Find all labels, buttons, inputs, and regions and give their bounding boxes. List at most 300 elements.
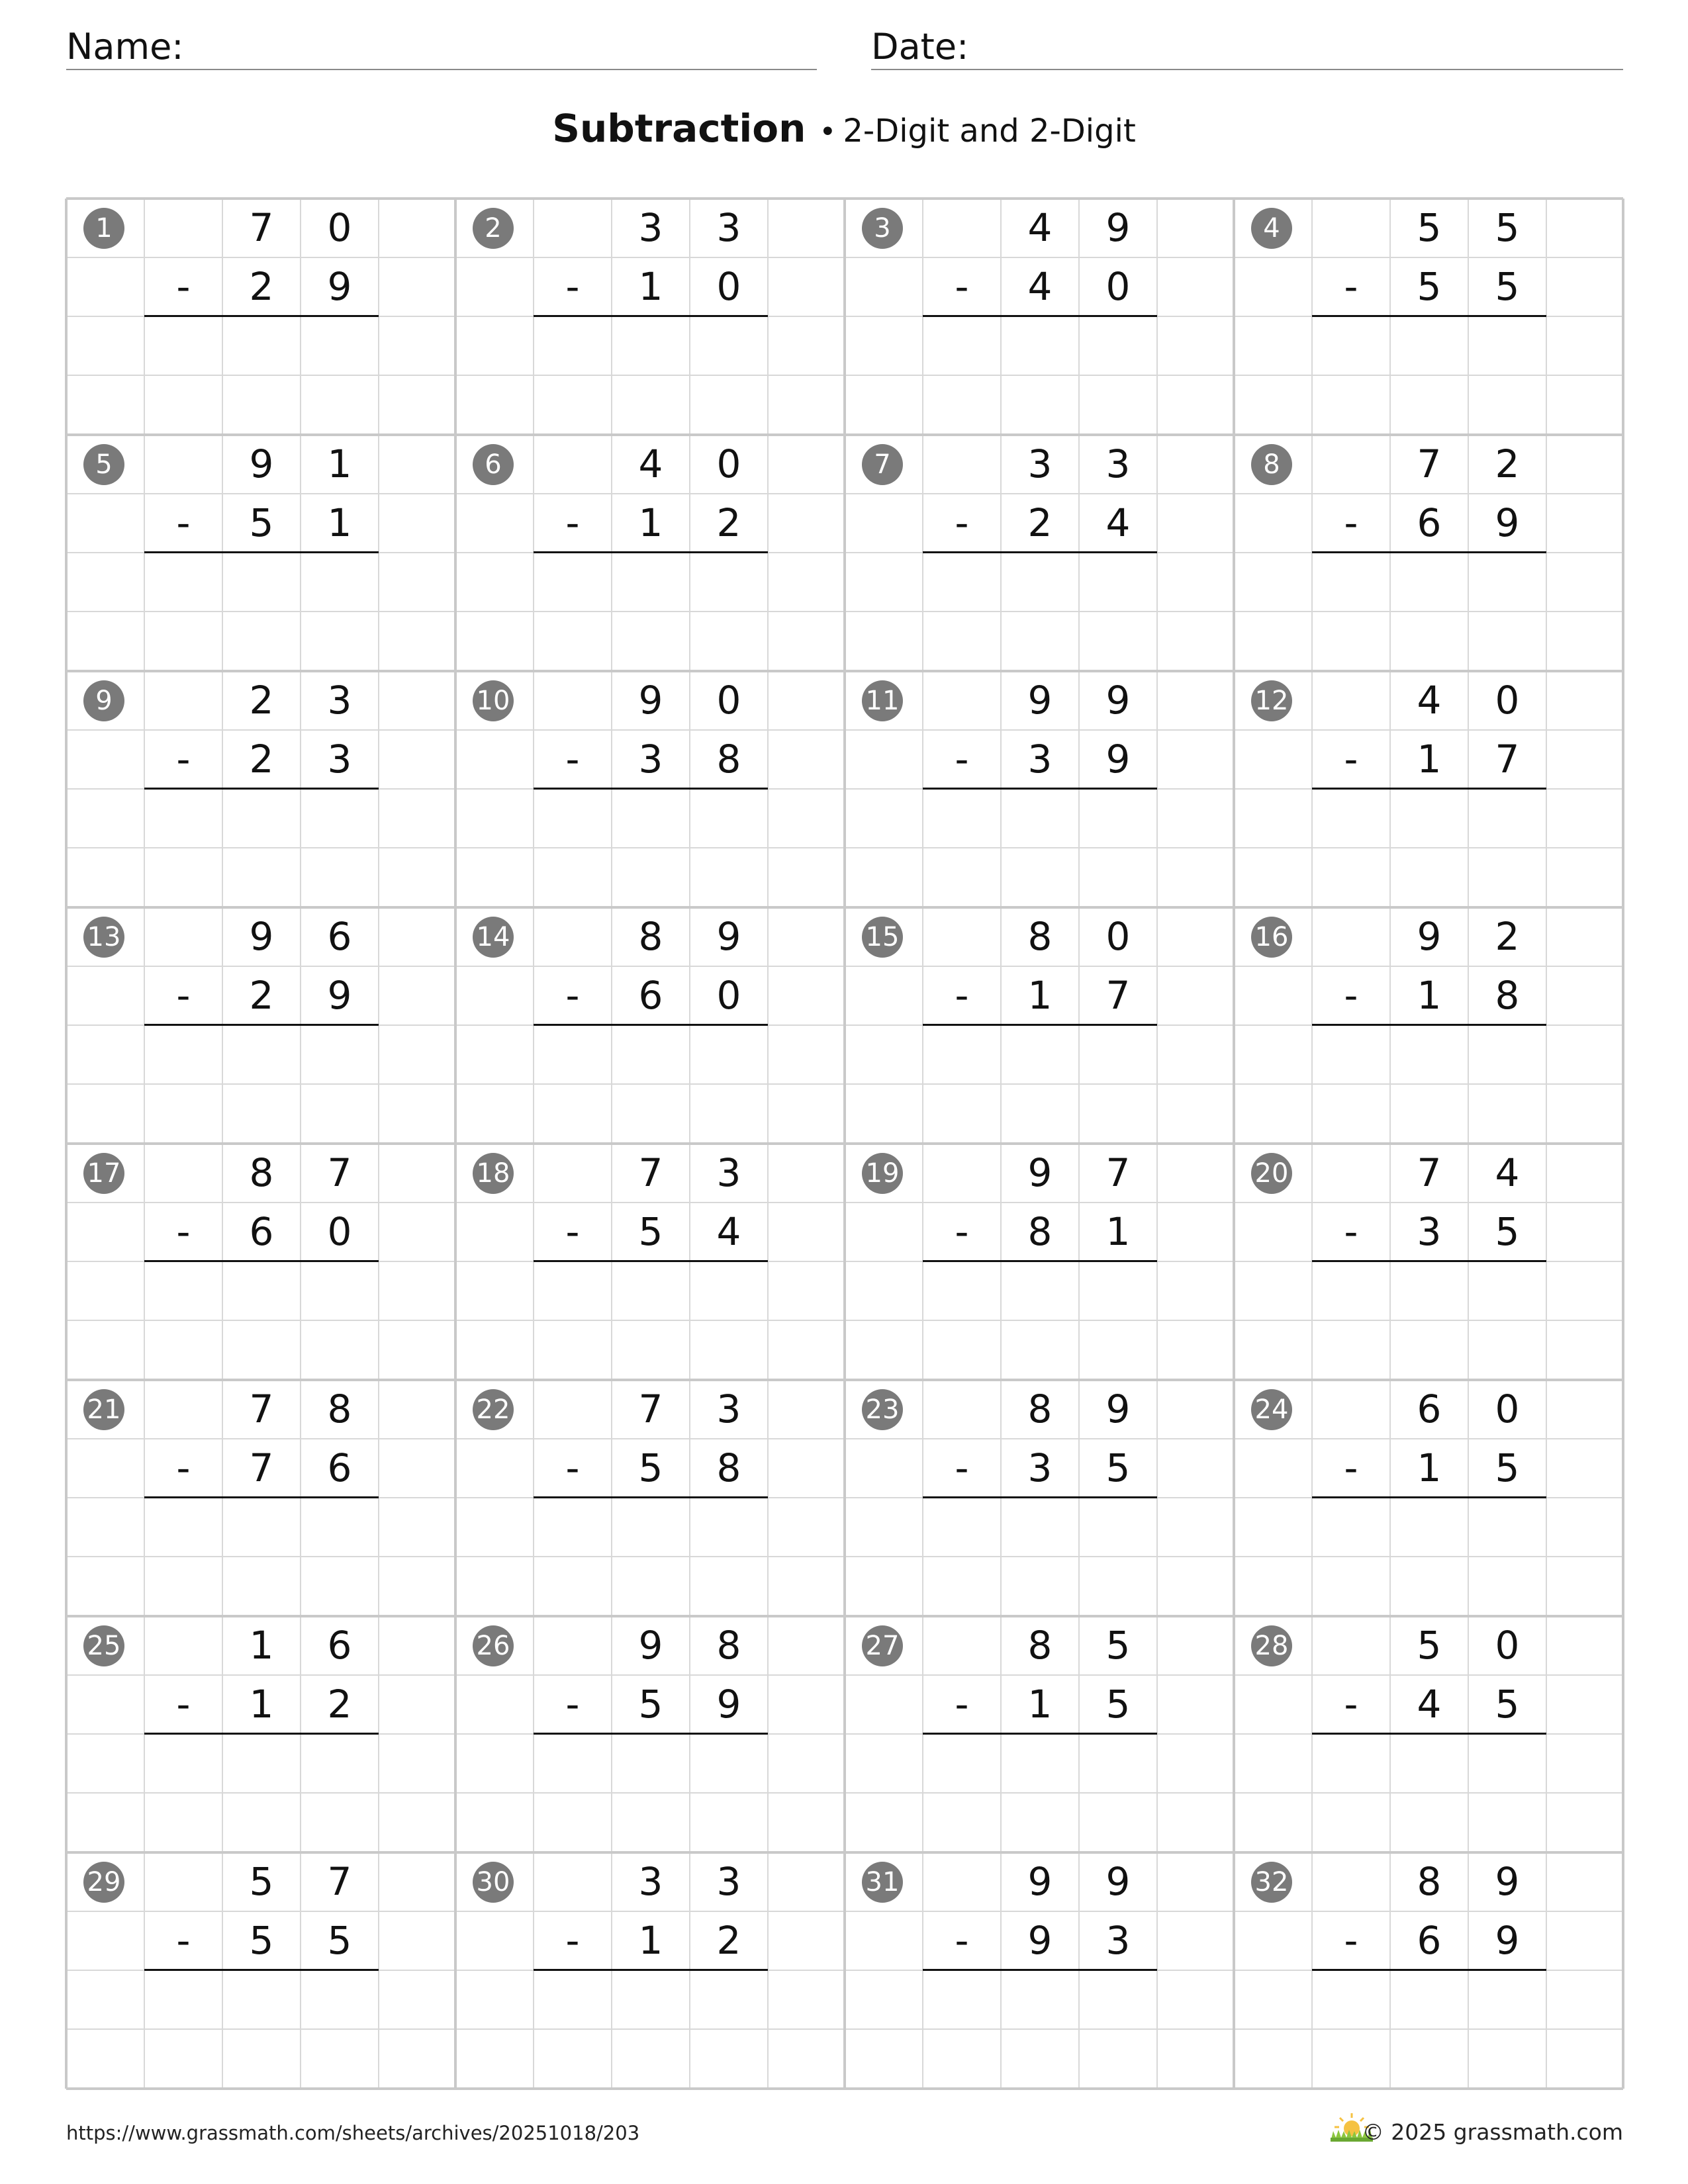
subtrahend-ones: 5 bbox=[1105, 1445, 1131, 1490]
subtrahend-ones: 5 bbox=[1105, 1682, 1131, 1727]
minuend-ones: 9 bbox=[1105, 205, 1131, 250]
minuend-tens: 8 bbox=[1027, 914, 1053, 959]
problem-26 bbox=[455, 1616, 845, 1852]
problem-number-badge: 20 bbox=[1251, 1153, 1292, 1194]
grid-block-line bbox=[66, 1379, 1623, 1381]
minus-sign: - bbox=[955, 1682, 969, 1727]
problem-3 bbox=[845, 199, 1234, 435]
answer-rule bbox=[534, 1260, 768, 1262]
problem-number-badge: 12 bbox=[1251, 680, 1292, 721]
minuend-ones: 2 bbox=[1495, 441, 1520, 486]
minus-sign: - bbox=[176, 973, 191, 1018]
subtrahend-ones: 8 bbox=[1495, 973, 1520, 1018]
answer-rule bbox=[1312, 1260, 1546, 1262]
problem-number-badge: 24 bbox=[1251, 1389, 1292, 1430]
minuend-ones: 5 bbox=[1495, 205, 1520, 250]
answer-rule bbox=[144, 1024, 379, 1026]
answer-area[interactable] bbox=[923, 554, 1157, 666]
answer-area[interactable] bbox=[144, 1972, 379, 2084]
problem-number-badge: 29 bbox=[83, 1862, 124, 1903]
minus-sign: - bbox=[176, 737, 191, 782]
grid-block-line bbox=[66, 906, 1623, 909]
problem-number-badge: 8 bbox=[1251, 444, 1292, 485]
subtrahend-tens: 5 bbox=[249, 500, 274, 545]
minus-sign: - bbox=[565, 1445, 580, 1490]
answer-rule bbox=[534, 315, 768, 317]
minuend-ones: 9 bbox=[1105, 1387, 1131, 1432]
answer-rule bbox=[534, 1733, 768, 1735]
subtrahend-tens: 4 bbox=[1027, 264, 1053, 309]
answer-rule bbox=[923, 1969, 1157, 1971]
answer-rule bbox=[923, 1496, 1157, 1498]
problem-number-badge: 5 bbox=[83, 444, 124, 485]
answer-area[interactable] bbox=[1312, 318, 1546, 430]
problem-24 bbox=[1234, 1380, 1623, 1616]
problem-21 bbox=[66, 1380, 455, 1616]
subtrahend-tens: 1 bbox=[1027, 1682, 1053, 1727]
minuend-ones: 3 bbox=[716, 205, 741, 250]
answer-rule bbox=[923, 551, 1157, 553]
title-main: Subtraction bbox=[552, 106, 806, 151]
worksheet-title bbox=[0, 106, 1688, 151]
problem-number-badge: 2 bbox=[473, 208, 514, 249]
subtrahend-tens: 9 bbox=[1027, 1918, 1053, 1963]
problem-10 bbox=[455, 671, 845, 907]
minuend-ones: 9 bbox=[1105, 678, 1131, 723]
answer-rule bbox=[923, 1024, 1157, 1026]
problem-4 bbox=[1234, 199, 1623, 435]
problem-number-badge: 21 bbox=[83, 1389, 124, 1430]
problem-number-badge: 11 bbox=[862, 680, 903, 721]
subtrahend-ones: 9 bbox=[327, 973, 352, 1018]
problem-18 bbox=[455, 1144, 845, 1380]
minuend-tens: 7 bbox=[1417, 1150, 1442, 1195]
minuend-tens: 8 bbox=[638, 914, 663, 959]
subtrahend-ones: 8 bbox=[716, 737, 741, 782]
grid-block-line bbox=[66, 1615, 1623, 1617]
subtrahend-ones: 2 bbox=[327, 1682, 352, 1727]
subtrahend-ones: 4 bbox=[1105, 500, 1131, 545]
subtrahend-tens: 5 bbox=[1417, 264, 1442, 309]
subtrahend-ones: 9 bbox=[1495, 1918, 1520, 1963]
problem-32 bbox=[1234, 1852, 1623, 2089]
minuend-tens: 9 bbox=[249, 441, 274, 486]
subtrahend-tens: 6 bbox=[249, 1209, 274, 1254]
answer-rule bbox=[144, 551, 379, 553]
minus-sign: - bbox=[955, 973, 969, 1018]
subtrahend-tens: 6 bbox=[1417, 1918, 1442, 1963]
subtrahend-ones: 5 bbox=[1495, 1445, 1520, 1490]
problem-number-badge: 16 bbox=[1251, 917, 1292, 958]
minuend-ones: 7 bbox=[327, 1859, 352, 1904]
problem-28 bbox=[1234, 1616, 1623, 1852]
minuend-ones: 6 bbox=[327, 1623, 352, 1668]
subtrahend-tens: 7 bbox=[249, 1445, 274, 1490]
minuend-tens: 3 bbox=[1027, 441, 1053, 486]
answer-area[interactable] bbox=[534, 1735, 768, 1848]
answer-area[interactable] bbox=[923, 1026, 1157, 1139]
minuend-ones: 3 bbox=[716, 1150, 741, 1195]
subtrahend-ones: 3 bbox=[1105, 1918, 1131, 1963]
minus-sign: - bbox=[1344, 264, 1358, 309]
subtrahend-tens: 6 bbox=[638, 973, 663, 1018]
answer-rule bbox=[534, 551, 768, 553]
minuend-tens: 4 bbox=[638, 441, 663, 486]
subtrahend-ones: 6 bbox=[327, 1445, 352, 1490]
answer-area[interactable] bbox=[534, 1499, 768, 1612]
problem-5 bbox=[66, 435, 455, 671]
answer-rule bbox=[1312, 1969, 1546, 1971]
answer-rule bbox=[534, 1024, 768, 1026]
minuend-ones: 7 bbox=[1105, 1150, 1131, 1195]
problem-number-badge: 17 bbox=[83, 1153, 124, 1194]
subtrahend-ones: 7 bbox=[1495, 737, 1520, 782]
problem-22 bbox=[455, 1380, 845, 1616]
answer-area[interactable] bbox=[1312, 1499, 1546, 1612]
minuend-tens: 5 bbox=[1417, 1623, 1442, 1668]
subtrahend-ones: 0 bbox=[327, 1209, 352, 1254]
minus-sign: - bbox=[955, 737, 969, 782]
minuend-ones: 0 bbox=[1105, 914, 1131, 959]
problem-number-badge: 3 bbox=[862, 208, 903, 249]
problem-number-badge: 9 bbox=[83, 680, 124, 721]
answer-area[interactable] bbox=[534, 318, 768, 430]
subtrahend-tens: 3 bbox=[1027, 737, 1053, 782]
subtrahend-tens: 1 bbox=[638, 264, 663, 309]
subtrahend-ones: 9 bbox=[1495, 500, 1520, 545]
minuend-tens: 7 bbox=[249, 1387, 274, 1432]
problem-12 bbox=[1234, 671, 1623, 907]
minuend-ones: 0 bbox=[327, 205, 352, 250]
answer-area[interactable] bbox=[923, 790, 1157, 903]
problem-1 bbox=[66, 199, 455, 435]
minuend-tens: 9 bbox=[1027, 1150, 1053, 1195]
minuend-ones: 4 bbox=[1495, 1150, 1520, 1195]
problem-number-badge: 1 bbox=[83, 208, 124, 249]
subtrahend-ones: 1 bbox=[327, 500, 352, 545]
problem-27 bbox=[845, 1616, 1234, 1852]
problem-9 bbox=[66, 671, 455, 907]
problem-number-badge: 15 bbox=[862, 917, 903, 958]
subtrahend-tens: 1 bbox=[1417, 973, 1442, 1018]
problem-number-badge: 13 bbox=[83, 917, 124, 958]
answer-area[interactable] bbox=[144, 1263, 379, 1375]
minus-sign: - bbox=[176, 500, 191, 545]
answer-area[interactable] bbox=[1312, 790, 1546, 903]
grid-block-line bbox=[66, 670, 1623, 672]
problem-8 bbox=[1234, 435, 1623, 671]
minuend-tens: 7 bbox=[638, 1387, 663, 1432]
subtrahend-tens: 1 bbox=[249, 1682, 274, 1727]
minuend-tens: 7 bbox=[249, 205, 274, 250]
problem-29 bbox=[66, 1852, 455, 2089]
subtrahend-tens: 4 bbox=[1417, 1682, 1442, 1727]
answer-area[interactable] bbox=[1312, 1735, 1546, 1848]
minuend-ones: 0 bbox=[1495, 678, 1520, 723]
subtrahend-tens: 2 bbox=[1027, 500, 1053, 545]
answer-rule bbox=[923, 315, 1157, 317]
minus-sign: - bbox=[565, 973, 580, 1018]
subtrahend-tens: 2 bbox=[249, 264, 274, 309]
problem-2 bbox=[455, 199, 845, 435]
answer-rule bbox=[1312, 1024, 1546, 1026]
date-field[interactable] bbox=[871, 26, 1623, 70]
subtrahend-ones: 8 bbox=[716, 1445, 741, 1490]
problem-number-badge: 22 bbox=[473, 1389, 514, 1430]
minuend-ones: 3 bbox=[327, 678, 352, 723]
minuend-tens: 9 bbox=[1417, 914, 1442, 959]
answer-rule bbox=[1312, 788, 1546, 790]
problem-16 bbox=[1234, 907, 1623, 1144]
problem-number-badge: 26 bbox=[473, 1625, 514, 1666]
problem-number-badge: 32 bbox=[1251, 1862, 1292, 1903]
minuend-tens: 6 bbox=[1417, 1387, 1442, 1432]
answer-area[interactable] bbox=[534, 1972, 768, 2084]
problem-number-badge: 4 bbox=[1251, 208, 1292, 249]
answer-area[interactable] bbox=[923, 1735, 1157, 1848]
subtrahend-tens: 1 bbox=[1417, 737, 1442, 782]
problem-number-badge: 6 bbox=[473, 444, 514, 485]
answer-area[interactable] bbox=[923, 318, 1157, 430]
subtrahend-tens: 5 bbox=[249, 1918, 274, 1963]
name-field[interactable] bbox=[66, 26, 817, 70]
answer-area[interactable] bbox=[534, 1263, 768, 1375]
subtrahend-tens: 3 bbox=[638, 737, 663, 782]
answer-area[interactable] bbox=[1312, 1026, 1546, 1139]
minuend-ones: 9 bbox=[1495, 1859, 1520, 1904]
answer-area[interactable] bbox=[923, 1972, 1157, 2084]
subtrahend-tens: 1 bbox=[1027, 973, 1053, 1018]
minuend-ones: 0 bbox=[716, 678, 741, 723]
problem-17 bbox=[66, 1144, 455, 1380]
answer-area[interactable] bbox=[144, 318, 379, 430]
problem-23 bbox=[845, 1380, 1234, 1616]
problem-20 bbox=[1234, 1144, 1623, 1380]
grid-block-line bbox=[66, 2087, 1623, 2090]
subtrahend-tens: 5 bbox=[638, 1682, 663, 1727]
problem-25 bbox=[66, 1616, 455, 1852]
minus-sign: - bbox=[176, 264, 191, 309]
minus-sign: - bbox=[955, 1445, 969, 1490]
minuend-ones: 5 bbox=[1105, 1623, 1131, 1668]
minus-sign: - bbox=[565, 737, 580, 782]
problem-number-badge: 28 bbox=[1251, 1625, 1292, 1666]
answer-rule bbox=[923, 1733, 1157, 1735]
answer-rule bbox=[923, 788, 1157, 790]
minuend-ones: 8 bbox=[716, 1623, 741, 1668]
answer-rule bbox=[534, 1969, 768, 1971]
answer-rule bbox=[144, 315, 379, 317]
grid-block-line bbox=[66, 1142, 1623, 1145]
problem-6 bbox=[455, 435, 845, 671]
subtrahend-tens: 3 bbox=[1417, 1209, 1442, 1254]
minus-sign: - bbox=[176, 1445, 191, 1490]
answer-area[interactable] bbox=[534, 554, 768, 666]
problem-number-badge: 19 bbox=[862, 1153, 903, 1194]
minuend-ones: 3 bbox=[716, 1859, 741, 1904]
problem-number-badge: 7 bbox=[862, 444, 903, 485]
minus-sign: - bbox=[955, 500, 969, 545]
subtrahend-ones: 5 bbox=[1495, 1682, 1520, 1727]
subtrahend-ones: 5 bbox=[1495, 1209, 1520, 1254]
minuend-ones: 3 bbox=[716, 1387, 741, 1432]
minuend-tens: 1 bbox=[249, 1623, 274, 1668]
minus-sign: - bbox=[955, 264, 969, 309]
problem-31 bbox=[845, 1852, 1234, 2089]
minuend-tens: 5 bbox=[1417, 205, 1442, 250]
minus-sign: - bbox=[1344, 1682, 1358, 1727]
answer-area[interactable] bbox=[923, 1263, 1157, 1375]
minus-sign: - bbox=[1344, 973, 1358, 1018]
answer-rule bbox=[534, 788, 768, 790]
minuend-ones: 3 bbox=[1105, 441, 1131, 486]
grid-block-line bbox=[66, 1851, 1623, 1854]
minuend-tens: 9 bbox=[249, 914, 274, 959]
subtrahend-ones: 5 bbox=[327, 1918, 352, 1963]
minuend-tens: 3 bbox=[638, 1859, 663, 1904]
minus-sign: - bbox=[1344, 1918, 1358, 1963]
minus-sign: - bbox=[1344, 500, 1358, 545]
subtrahend-tens: 8 bbox=[1027, 1209, 1053, 1254]
minuend-tens: 7 bbox=[1417, 441, 1442, 486]
subtrahend-tens: 2 bbox=[249, 973, 274, 1018]
answer-rule bbox=[1312, 1496, 1546, 1498]
subtrahend-ones: 1 bbox=[1105, 1209, 1131, 1254]
problem-13 bbox=[66, 907, 455, 1144]
grid-block-line bbox=[66, 433, 1623, 436]
subtrahend-ones: 7 bbox=[1105, 973, 1131, 1018]
subtrahend-tens: 2 bbox=[249, 737, 274, 782]
subtrahend-ones: 5 bbox=[1495, 264, 1520, 309]
problem-number-badge: 14 bbox=[473, 917, 514, 958]
subtrahend-ones: 2 bbox=[716, 500, 741, 545]
subtrahend-tens: 1 bbox=[638, 500, 663, 545]
minuend-ones: 0 bbox=[716, 441, 741, 486]
minuend-tens: 9 bbox=[1027, 1859, 1053, 1904]
answer-area[interactable] bbox=[534, 790, 768, 903]
subtrahend-ones: 3 bbox=[327, 737, 352, 782]
minuend-ones: 1 bbox=[327, 441, 352, 486]
answer-area[interactable] bbox=[534, 1026, 768, 1139]
answer-rule bbox=[923, 1260, 1157, 1262]
answer-rule bbox=[1312, 315, 1546, 317]
minus-sign: - bbox=[565, 1918, 580, 1963]
minuend-tens: 8 bbox=[1027, 1623, 1053, 1668]
subtrahend-ones: 9 bbox=[1105, 737, 1131, 782]
minus-sign: - bbox=[176, 1682, 191, 1727]
problem-number-badge: 27 bbox=[862, 1625, 903, 1666]
footer-url: https://www.grassmath.com/sheets/archives/20251018/203 bbox=[66, 2122, 640, 2144]
footer-copyright: © 2025 grassmath.com bbox=[1362, 2119, 1623, 2145]
answer-area[interactable] bbox=[144, 790, 379, 903]
problem-number-badge: 31 bbox=[862, 1862, 903, 1903]
answer-area[interactable] bbox=[1312, 1972, 1546, 2084]
title-subtitle: 2-Digit and 2-Digit bbox=[843, 113, 1136, 150]
answer-rule bbox=[144, 1496, 379, 1498]
subtrahend-ones: 0 bbox=[716, 973, 741, 1018]
problem-number-badge: 30 bbox=[473, 1862, 514, 1903]
date-label: Date: bbox=[871, 26, 969, 68]
answer-area[interactable] bbox=[144, 554, 379, 666]
answer-rule bbox=[144, 788, 379, 790]
minuend-tens: 8 bbox=[1417, 1859, 1442, 1904]
minuend-tens: 7 bbox=[638, 1150, 663, 1195]
grid-block-line bbox=[66, 197, 1623, 200]
subtrahend-ones: 0 bbox=[1105, 264, 1131, 309]
answer-area[interactable] bbox=[923, 1499, 1157, 1612]
problem-number-badge: 18 bbox=[473, 1153, 514, 1194]
minuend-tens: 4 bbox=[1027, 205, 1053, 250]
minuend-tens: 9 bbox=[638, 678, 663, 723]
minuend-ones: 9 bbox=[716, 914, 741, 959]
answer-area[interactable] bbox=[144, 1735, 379, 1848]
answer-rule bbox=[144, 1969, 379, 1971]
answer-rule bbox=[144, 1733, 379, 1735]
problem-number-badge: 25 bbox=[83, 1625, 124, 1666]
minuend-ones: 2 bbox=[1495, 914, 1520, 959]
minuend-ones: 0 bbox=[1495, 1623, 1520, 1668]
answer-area[interactable] bbox=[1312, 554, 1546, 666]
minus-sign: - bbox=[565, 1682, 580, 1727]
subtrahend-tens: 6 bbox=[1417, 500, 1442, 545]
subtrahend-ones: 0 bbox=[716, 264, 741, 309]
minus-sign: - bbox=[1344, 1209, 1358, 1254]
title-separator: • bbox=[819, 115, 837, 149]
subtrahend-tens: 1 bbox=[1417, 1445, 1442, 1490]
minus-sign: - bbox=[1344, 1445, 1358, 1490]
subtrahend-tens: 1 bbox=[638, 1918, 663, 1963]
minuend-tens: 4 bbox=[1417, 678, 1442, 723]
problem-11 bbox=[845, 671, 1234, 907]
subtrahend-tens: 3 bbox=[1027, 1445, 1053, 1490]
problem-number-badge: 10 bbox=[473, 680, 514, 721]
subtrahend-ones: 9 bbox=[327, 264, 352, 309]
answer-rule bbox=[144, 1260, 379, 1262]
answer-rule bbox=[534, 1496, 768, 1498]
answer-area[interactable] bbox=[144, 1026, 379, 1139]
problem-14 bbox=[455, 907, 845, 1144]
subtrahend-tens: 5 bbox=[638, 1445, 663, 1490]
problem-30 bbox=[455, 1852, 845, 2089]
name-label: Name: bbox=[66, 26, 184, 68]
subtrahend-ones: 4 bbox=[716, 1209, 741, 1254]
minuend-tens: 2 bbox=[249, 678, 274, 723]
minuend-ones: 9 bbox=[1105, 1859, 1131, 1904]
subtrahend-ones: 9 bbox=[716, 1682, 741, 1727]
minus-sign: - bbox=[1344, 737, 1358, 782]
minus-sign: - bbox=[565, 264, 580, 309]
minus-sign: - bbox=[176, 1918, 191, 1963]
minus-sign: - bbox=[955, 1209, 969, 1254]
minus-sign: - bbox=[955, 1918, 969, 1963]
minuend-ones: 8 bbox=[327, 1387, 352, 1432]
problem-19 bbox=[845, 1144, 1234, 1380]
subtrahend-ones: 2 bbox=[716, 1918, 741, 1963]
minuend-tens: 9 bbox=[1027, 678, 1053, 723]
answer-rule bbox=[1312, 1733, 1546, 1735]
minuend-tens: 3 bbox=[638, 205, 663, 250]
problem-15 bbox=[845, 907, 1234, 1144]
problem-number-badge: 23 bbox=[862, 1389, 903, 1430]
answer-area[interactable] bbox=[1312, 1263, 1546, 1375]
minuend-tens: 8 bbox=[1027, 1387, 1053, 1432]
minuend-tens: 9 bbox=[638, 1623, 663, 1668]
minuend-ones: 7 bbox=[327, 1150, 352, 1195]
minuend-ones: 0 bbox=[1495, 1387, 1520, 1432]
answer-area[interactable] bbox=[144, 1499, 379, 1612]
problem-7 bbox=[845, 435, 1234, 671]
subtrahend-tens: 5 bbox=[638, 1209, 663, 1254]
